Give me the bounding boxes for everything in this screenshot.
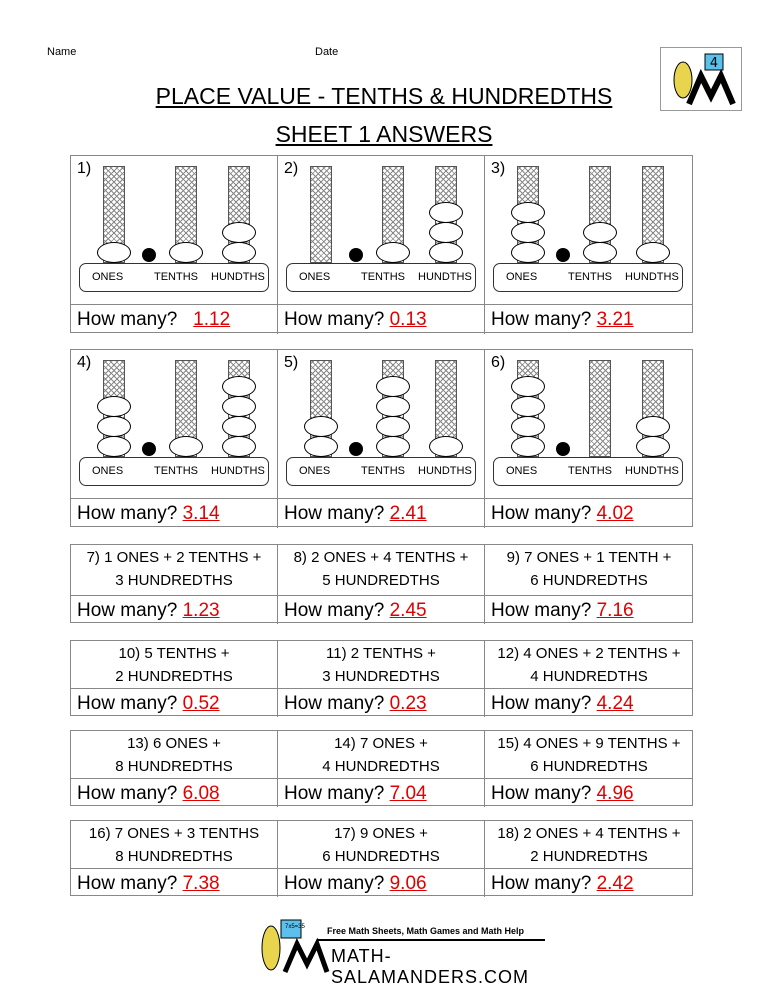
problem-text xyxy=(278,641,485,688)
problem-line-2: 8 HUNDREDTHS xyxy=(115,848,233,865)
how-many-label: How many? xyxy=(491,783,592,804)
how-many-label: How many? xyxy=(491,503,592,524)
tenths-label: TENTHS xyxy=(361,271,405,283)
how-many-label: How many? xyxy=(77,693,178,714)
answer-value: 3.14 xyxy=(182,503,220,524)
problem-text xyxy=(71,641,278,688)
answer-value: 0.23 xyxy=(389,693,427,714)
problem-line-2: 6 HUNDREDTHS xyxy=(530,758,648,775)
answer-row xyxy=(278,498,485,528)
hundredths-bead xyxy=(429,436,463,457)
problem-line-1: 12) 4 ONES + 2 TENTHS + xyxy=(497,645,681,662)
abacus-problem xyxy=(485,156,693,304)
page-subtitle: SHEET 1 ANSWERS xyxy=(275,121,493,147)
hundths-label: HUNDTHS xyxy=(418,465,472,477)
tenths-bead xyxy=(583,222,617,243)
ones-bead xyxy=(511,242,545,263)
problem-number: 2) xyxy=(284,160,299,177)
hundths-label: HUNDTHS xyxy=(625,271,679,283)
tenths-label: TENTHS xyxy=(361,465,405,477)
abacus-base xyxy=(79,263,269,292)
ones-bead xyxy=(511,416,545,437)
footer-logo xyxy=(255,916,545,987)
tenths-label: TENTHS xyxy=(568,271,612,283)
answer-value: 3.21 xyxy=(596,309,634,330)
problem-line-2: 5 HUNDREDTHS xyxy=(322,572,440,589)
how-many-label: How many? xyxy=(77,600,178,621)
how-many-label: How many? xyxy=(491,309,592,330)
abacus-problem xyxy=(278,156,485,304)
problem-line-1: 15) 4 ONES + 9 TENTHS + xyxy=(497,735,681,752)
ones-bead xyxy=(97,242,131,263)
abacus-base xyxy=(286,457,476,486)
tenths-bead xyxy=(376,416,410,437)
text-problem-row xyxy=(70,730,693,806)
problem-line-2: 6 HUNDREDTHS xyxy=(530,572,648,589)
problem-line-2: 6 HUNDREDTHS xyxy=(322,848,440,865)
footer-tagline: Free Math Sheets, Math Games and Math Help xyxy=(327,926,525,936)
problem-line-1: 10) 5 TENTHS + xyxy=(118,645,230,662)
logo-grade: 4 xyxy=(709,56,719,71)
answer-row xyxy=(485,304,693,334)
answer-value: 7.38 xyxy=(182,873,220,894)
answer-value: 7.04 xyxy=(389,783,427,804)
how-many-label: How many? xyxy=(284,309,385,330)
problem-number: 6) xyxy=(491,354,506,371)
problem-line-1: 18) 2 ONES + 4 TENTHS + xyxy=(497,825,681,842)
hundredths-bead xyxy=(222,242,256,263)
how-many-label: How many? xyxy=(284,873,385,894)
how-many-label: How many? xyxy=(491,693,592,714)
ones-bead xyxy=(304,436,338,457)
decimal-point xyxy=(142,248,156,262)
tenths-label: TENTHS xyxy=(568,465,612,477)
tenths-bead xyxy=(376,396,410,417)
tenths-bead xyxy=(376,376,410,397)
answer-value: 0.52 xyxy=(182,693,220,714)
answer-row xyxy=(485,688,693,717)
hundredths-bead xyxy=(636,416,670,437)
problem-line-1: 13) 6 ONES + xyxy=(127,735,221,752)
answer-row xyxy=(485,595,693,624)
problem-text xyxy=(71,545,278,595)
problem-line-1: 9) 7 ONES + 1 TENTH + xyxy=(506,549,672,566)
problem-text xyxy=(485,731,693,778)
decimal-point xyxy=(142,442,156,456)
abacus-base xyxy=(286,263,476,292)
hundredths-bead xyxy=(429,222,463,243)
answer-value: 4.02 xyxy=(596,503,634,524)
problem-text xyxy=(71,821,278,868)
problem-number: 5) xyxy=(284,354,299,371)
answer-row xyxy=(278,688,485,717)
answer-value: 9.06 xyxy=(389,873,427,894)
answer-row xyxy=(71,688,278,717)
ones-bead xyxy=(511,202,545,223)
how-many-label: How many? xyxy=(491,600,592,621)
abacus-problem xyxy=(71,350,278,498)
answer-value: 1.23 xyxy=(182,600,220,621)
tenths-bead xyxy=(169,242,203,263)
ones-label: ONES xyxy=(299,271,331,283)
answer-value: 4.96 xyxy=(596,783,634,804)
problem-line-2: 2 HUNDREDTHS xyxy=(530,848,648,865)
ones-bead xyxy=(97,436,131,457)
answer-row xyxy=(71,498,278,528)
hundredths-bead xyxy=(636,436,670,457)
problem-text xyxy=(485,821,693,868)
text-problem-row xyxy=(70,544,693,623)
problem-line-2: 3 HUNDREDTHS xyxy=(115,572,233,589)
problem-text xyxy=(278,545,485,595)
problem-text xyxy=(485,545,693,595)
hundredths-bead xyxy=(222,376,256,397)
decimal-point xyxy=(556,442,570,456)
ones-bead xyxy=(511,222,545,243)
tenths-bead xyxy=(169,436,203,457)
abacus-problem xyxy=(278,350,485,498)
hundths-label: HUNDTHS xyxy=(211,465,265,477)
tenths-label: TENTHS xyxy=(154,465,198,477)
answer-row xyxy=(278,304,485,334)
decimal-point xyxy=(556,248,570,262)
answer-value: 1.12 xyxy=(193,309,231,330)
answer-row xyxy=(278,595,485,624)
date-label: Date xyxy=(315,46,339,58)
tenths-label: TENTHS xyxy=(154,271,198,283)
problem-line-2: 4 HUNDREDTHS xyxy=(530,668,648,685)
abacus-base xyxy=(493,457,683,486)
hundredths-bead xyxy=(636,242,670,263)
text-problem-row xyxy=(70,820,693,896)
problem-text xyxy=(278,731,485,778)
problem-line-2: 3 HUNDREDTHS xyxy=(322,668,440,685)
ones-bead xyxy=(511,376,545,397)
tenths-bead xyxy=(376,436,410,457)
tenths-bead xyxy=(376,242,410,263)
answer-row xyxy=(71,778,278,807)
answer-row xyxy=(71,595,278,624)
footer-badge: 7x5=35 xyxy=(285,924,305,930)
problem-text xyxy=(71,731,278,778)
ones-label: ONES xyxy=(299,465,331,477)
answer-row xyxy=(71,868,278,897)
ones-bead xyxy=(511,396,545,417)
answer-row xyxy=(485,778,693,807)
how-many-label: How many? xyxy=(77,309,178,330)
problem-line-1: 17) 9 ONES + xyxy=(334,825,428,842)
hundredths-bead xyxy=(222,436,256,457)
problem-number: 1) xyxy=(77,160,92,177)
abacus-row xyxy=(70,349,693,527)
hundredths-bead xyxy=(429,202,463,223)
ones-bead xyxy=(97,416,131,437)
ones-bead xyxy=(511,436,545,457)
problem-text xyxy=(278,821,485,868)
ones-label: ONES xyxy=(92,465,124,477)
hundredths-bead xyxy=(222,416,256,437)
hundths-label: HUNDTHS xyxy=(625,465,679,477)
problem-number: 3) xyxy=(491,160,506,177)
hundredths-bead xyxy=(222,222,256,243)
ones-bead xyxy=(97,396,131,417)
how-many-label: How many? xyxy=(77,503,178,524)
answer-value: 6.08 xyxy=(182,783,220,804)
how-many-label: How many? xyxy=(77,873,178,894)
answer-row xyxy=(485,498,693,528)
salamander-logo xyxy=(660,47,742,111)
problem-line-1: 7) 1 ONES + 2 TENTHS + xyxy=(86,549,262,566)
problem-line-2: 2 HUNDREDTHS xyxy=(115,668,233,685)
decimal-point xyxy=(349,248,363,262)
name-label: Name xyxy=(47,46,77,58)
problem-line-1: 8) 2 ONES + 4 TENTHS + xyxy=(293,549,469,566)
answer-row xyxy=(278,868,485,897)
how-many-label: How many? xyxy=(77,783,178,804)
problem-number: 4) xyxy=(77,354,92,371)
answer-value: 0.13 xyxy=(389,309,427,330)
ones-bead xyxy=(304,416,338,437)
ones-label: ONES xyxy=(506,271,538,283)
problem-line-1: 14) 7 ONES + xyxy=(334,735,428,752)
how-many-label: How many? xyxy=(284,600,385,621)
tenths-rod xyxy=(589,360,611,457)
how-many-label: How many? xyxy=(491,873,592,894)
problem-text xyxy=(485,641,693,688)
problem-line-2: 4 HUNDREDTHS xyxy=(322,758,440,775)
page-title: PLACE VALUE - TENTHS & HUNDREDTHS xyxy=(155,83,613,109)
decimal-point xyxy=(349,442,363,456)
hundths-label: HUNDTHS xyxy=(211,271,265,283)
abacus-base xyxy=(79,457,269,486)
answer-value: 2.45 xyxy=(389,600,427,621)
ones-label: ONES xyxy=(506,465,538,477)
answer-value: 2.42 xyxy=(596,873,634,894)
ones-rod xyxy=(310,166,332,263)
problem-line-2: 8 HUNDREDTHS xyxy=(115,758,233,775)
tenths-bead xyxy=(583,242,617,263)
hundredths-bead xyxy=(222,396,256,417)
text-problem-row xyxy=(70,640,693,716)
answer-value: 2.41 xyxy=(389,503,427,524)
problem-line-1: 16) 7 ONES + 3 TENTHS xyxy=(88,825,260,842)
answer-value: 7.16 xyxy=(596,600,634,621)
abacus-row xyxy=(70,155,693,333)
answer-row xyxy=(485,868,693,897)
hundths-label: HUNDTHS xyxy=(418,271,472,283)
answer-value: 4.24 xyxy=(596,693,634,714)
answer-row xyxy=(71,304,278,334)
ones-label: ONES xyxy=(92,271,124,283)
abacus-problem xyxy=(485,350,693,498)
hundredths-bead xyxy=(429,242,463,263)
how-many-label: How many? xyxy=(284,503,385,524)
how-many-label: How many? xyxy=(284,693,385,714)
abacus-base xyxy=(493,263,683,292)
problem-line-1: 11) 2 TENTHS + xyxy=(326,645,436,662)
footer-site: MATH-SALAMANDERS.COM xyxy=(331,946,530,987)
how-many-label: How many? xyxy=(284,783,385,804)
answer-row xyxy=(278,778,485,807)
abacus-problem xyxy=(71,156,278,304)
